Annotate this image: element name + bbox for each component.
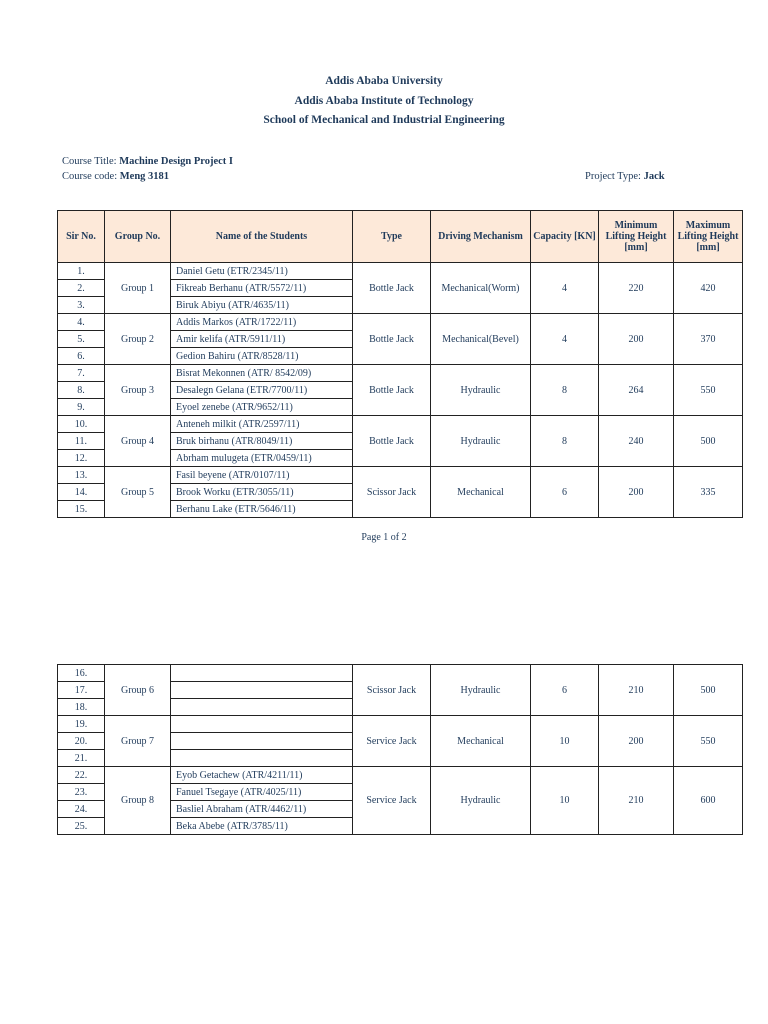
table-row bbox=[58, 467, 743, 484]
group-cell: Group 5 bbox=[105, 467, 171, 518]
serial-number-cell: 6. bbox=[58, 348, 105, 365]
serial-number-cell: 5. bbox=[58, 331, 105, 348]
max-height-cell: 550 bbox=[674, 365, 743, 416]
min-height-cell: 210 bbox=[599, 665, 674, 716]
project-type-value: Jack bbox=[643, 171, 665, 182]
mechanism-cell: Hydraulic bbox=[431, 416, 531, 467]
type-cell: Service Jack bbox=[353, 716, 431, 767]
serial-number-cell: 19. bbox=[58, 716, 105, 733]
type-cell: Service Jack bbox=[353, 767, 431, 835]
group-cell: Group 3 bbox=[105, 365, 171, 416]
student-name-cell: Desalegn Gelana (ETR/7700/11) bbox=[171, 382, 353, 399]
min-height-cell: 200 bbox=[599, 467, 674, 518]
group-cell: Group 2 bbox=[105, 314, 171, 365]
serial-number-cell: 1. bbox=[58, 263, 105, 280]
mechanism-cell: Mechanical(Worm) bbox=[431, 263, 531, 314]
student-name-cell bbox=[171, 716, 353, 733]
serial-number-cell: 13. bbox=[58, 467, 105, 484]
student-name-cell bbox=[171, 750, 353, 767]
serial-number-cell: 7. bbox=[58, 365, 105, 382]
serial-number-cell: 14. bbox=[58, 484, 105, 501]
student-name-cell bbox=[171, 699, 353, 716]
capacity-cell: 8 bbox=[531, 416, 599, 467]
min-height-cell: 220 bbox=[599, 263, 674, 314]
serial-number-cell: 16. bbox=[58, 665, 105, 682]
group-cell: Group 7 bbox=[105, 716, 171, 767]
student-name-cell: Biruk Abiyu (ATR/4635/11) bbox=[171, 297, 353, 314]
student-name-cell bbox=[171, 733, 353, 750]
capacity-cell: 6 bbox=[531, 467, 599, 518]
serial-number-cell: 8. bbox=[58, 382, 105, 399]
project-type bbox=[585, 170, 665, 184]
serial-number-cell: 10. bbox=[58, 416, 105, 433]
student-name-cell: Fanuel Tsegaye (ATR/4025/11) bbox=[171, 784, 353, 801]
student-name-cell: Eyoel zenebe (ATR/9652/11) bbox=[171, 399, 353, 416]
max-height-cell: 420 bbox=[674, 263, 743, 314]
mechanism-cell: Hydraulic bbox=[431, 365, 531, 416]
student-name-cell: Anteneh milkit (ATR/2597/11) bbox=[171, 416, 353, 433]
serial-number-cell: 20. bbox=[58, 733, 105, 750]
student-name-cell: Addis Markos (ATR/1722/11) bbox=[171, 314, 353, 331]
page-number: Page 1 of 2 bbox=[361, 532, 407, 543]
header-type: Type bbox=[353, 211, 431, 263]
header-driving-mechanism: Driving Mechanism bbox=[431, 211, 531, 263]
table-row bbox=[58, 767, 743, 784]
capacity-cell: 8 bbox=[531, 365, 599, 416]
header-group-no: Group No. bbox=[105, 211, 171, 263]
student-name-cell: Brook Worku (ETR/3055/11) bbox=[171, 484, 353, 501]
table-row bbox=[58, 263, 743, 280]
table-row bbox=[58, 416, 743, 433]
serial-number-cell: 11. bbox=[58, 433, 105, 450]
header-min-lifting-height: Minimum Lifting Height [mm] bbox=[599, 211, 674, 263]
mechanism-cell: Hydraulic bbox=[431, 665, 531, 716]
student-name-cell: Daniel Getu (ETR/2345/11) bbox=[171, 263, 353, 280]
student-name-cell: Bisrat Mekonnen (ATR/ 8542/09) bbox=[171, 365, 353, 382]
type-cell: Bottle Jack bbox=[353, 263, 431, 314]
document-header bbox=[0, 72, 768, 131]
min-height-cell: 264 bbox=[599, 365, 674, 416]
header-sr-no: Sir No. bbox=[58, 211, 105, 263]
student-name-cell: Amir kelifa (ATR/5911/11) bbox=[171, 331, 353, 348]
header-capacity: Capacity [KN] bbox=[531, 211, 599, 263]
max-height-cell: 500 bbox=[674, 416, 743, 467]
student-name-cell: Gedion Bahiru (ATR/8528/11) bbox=[171, 348, 353, 365]
mechanism-cell: Hydraulic bbox=[431, 767, 531, 835]
serial-number-cell: 12. bbox=[58, 450, 105, 467]
school-name: School of Mechanical and Industrial Engineering bbox=[263, 114, 505, 126]
table-header-row bbox=[58, 211, 743, 263]
header-student-names: Name of the Students bbox=[171, 211, 353, 263]
groups-table-page-1 bbox=[57, 210, 743, 518]
group-cell: Group 1 bbox=[105, 263, 171, 314]
max-height-cell: 500 bbox=[674, 665, 743, 716]
group-cell: Group 4 bbox=[105, 416, 171, 467]
student-name-cell bbox=[171, 665, 353, 682]
course-code-label: Course code: bbox=[62, 171, 120, 182]
mechanism-cell: Mechanical(Bevel) bbox=[431, 314, 531, 365]
serial-number-cell: 24. bbox=[58, 801, 105, 818]
table-row bbox=[58, 314, 743, 331]
serial-number-cell: 23. bbox=[58, 784, 105, 801]
serial-number-cell: 22. bbox=[58, 767, 105, 784]
max-height-cell: 550 bbox=[674, 716, 743, 767]
min-height-cell: 200 bbox=[599, 716, 674, 767]
capacity-cell: 4 bbox=[531, 314, 599, 365]
max-height-cell: 335 bbox=[674, 467, 743, 518]
serial-number-cell: 17. bbox=[58, 682, 105, 699]
table-row bbox=[58, 365, 743, 382]
capacity-cell: 4 bbox=[531, 263, 599, 314]
max-height-cell: 370 bbox=[674, 314, 743, 365]
serial-number-cell: 15. bbox=[58, 501, 105, 518]
type-cell: Bottle Jack bbox=[353, 314, 431, 365]
student-name-cell: Fikreab Berhanu (ATR/5572/11) bbox=[171, 280, 353, 297]
min-height-cell: 240 bbox=[599, 416, 674, 467]
type-cell: Bottle Jack bbox=[353, 416, 431, 467]
mechanism-cell: Mechanical bbox=[431, 467, 531, 518]
type-cell: Scissor Jack bbox=[353, 665, 431, 716]
serial-number-cell: 2. bbox=[58, 280, 105, 297]
capacity-cell: 10 bbox=[531, 716, 599, 767]
project-type-label: Project Type: bbox=[585, 171, 644, 182]
university-name: Addis Ababa University bbox=[325, 75, 443, 87]
capacity-cell: 6 bbox=[531, 665, 599, 716]
student-name-cell bbox=[171, 682, 353, 699]
student-name-cell: Eyob Getachew (ATR/4211/11) bbox=[171, 767, 353, 784]
min-height-cell: 210 bbox=[599, 767, 674, 835]
student-name-cell: Bruk birhanu (ATR/8049/11) bbox=[171, 433, 353, 450]
student-name-cell: Berhanu Lake (ETR/5646/11) bbox=[171, 501, 353, 518]
table-row bbox=[58, 716, 743, 733]
course-title bbox=[62, 155, 233, 169]
student-name-cell: Beka Abebe (ATR/3785/11) bbox=[171, 818, 353, 835]
student-name-cell: Basliel Abraham (ATR/4462/11) bbox=[171, 801, 353, 818]
student-name-cell: Fasil beyene (ATR/0107/11) bbox=[171, 467, 353, 484]
serial-number-cell: 25. bbox=[58, 818, 105, 835]
course-code bbox=[62, 170, 169, 184]
serial-number-cell: 9. bbox=[58, 399, 105, 416]
serial-number-cell: 21. bbox=[58, 750, 105, 767]
serial-number-cell: 18. bbox=[58, 699, 105, 716]
institute-name: Addis Ababa Institute of Technology bbox=[294, 94, 474, 107]
max-height-cell: 600 bbox=[674, 767, 743, 835]
course-code-value: Meng 3181 bbox=[119, 171, 170, 182]
groups-table-page-2 bbox=[57, 664, 743, 835]
course-title-value: Machine Design Project I bbox=[119, 156, 234, 167]
header-max-lifting-height: Maximum Lifting Height [mm] bbox=[674, 211, 743, 263]
type-cell: Scissor Jack bbox=[353, 467, 431, 518]
type-cell: Bottle Jack bbox=[353, 365, 431, 416]
student-name-cell: Abrham mulugeta (ETR/0459/11) bbox=[171, 450, 353, 467]
group-cell: Group 8 bbox=[105, 767, 171, 835]
mechanism-cell: Mechanical bbox=[431, 716, 531, 767]
min-height-cell: 200 bbox=[599, 314, 674, 365]
serial-number-cell: 4. bbox=[58, 314, 105, 331]
serial-number-cell: 3. bbox=[58, 297, 105, 314]
capacity-cell: 10 bbox=[531, 767, 599, 835]
table-row bbox=[58, 665, 743, 682]
group-cell: Group 6 bbox=[105, 665, 171, 716]
course-title-label: Course Title: bbox=[62, 156, 120, 167]
